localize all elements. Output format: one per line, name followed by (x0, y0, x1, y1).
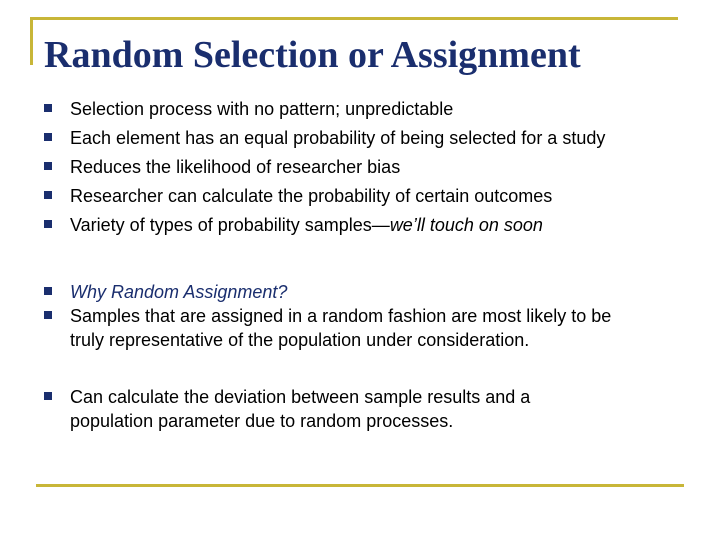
bullet-heading: Why Random Assignment? (70, 282, 288, 302)
square-bullet-icon (44, 104, 52, 112)
square-bullet-icon (44, 287, 52, 295)
square-bullet-icon (44, 392, 52, 400)
square-bullet-icon (44, 133, 52, 141)
bullet-text-line1: Can calculate the deviation between sample results and a (70, 387, 531, 407)
bullet-text: Researcher can calculate the probability of certain outcomes (70, 186, 553, 206)
bottom-frame-rule (36, 484, 684, 487)
left-frame-rule (30, 17, 33, 65)
square-bullet-icon (44, 191, 52, 199)
bullet-text-line1: Samples that are assigned in a random fashion are most likely to be (70, 306, 612, 326)
bullet-text-line2: truly representative of the population under consideration. (70, 330, 530, 350)
bullet-text-plain: Variety of types of probability samples— (70, 215, 390, 235)
bullet-text-italic: we’ll touch on soon (389, 215, 543, 235)
bullet-text-line2: population parameter due to random processes. (70, 411, 454, 431)
bullet-text (70, 213, 690, 237)
square-bullet-icon (44, 220, 52, 228)
square-bullet-icon (44, 162, 52, 170)
bullet-text: Selection process with no pattern; unpredictable (70, 99, 454, 119)
square-bullet-icon (44, 311, 52, 319)
top-frame-rule (30, 17, 678, 20)
bullet-text: Reduces the likelihood of researcher bias (70, 157, 401, 177)
bullet-text: Each element has an equal probability of being selected for a study (70, 128, 606, 148)
slide-title: Random Selection or Assignment (44, 34, 581, 76)
